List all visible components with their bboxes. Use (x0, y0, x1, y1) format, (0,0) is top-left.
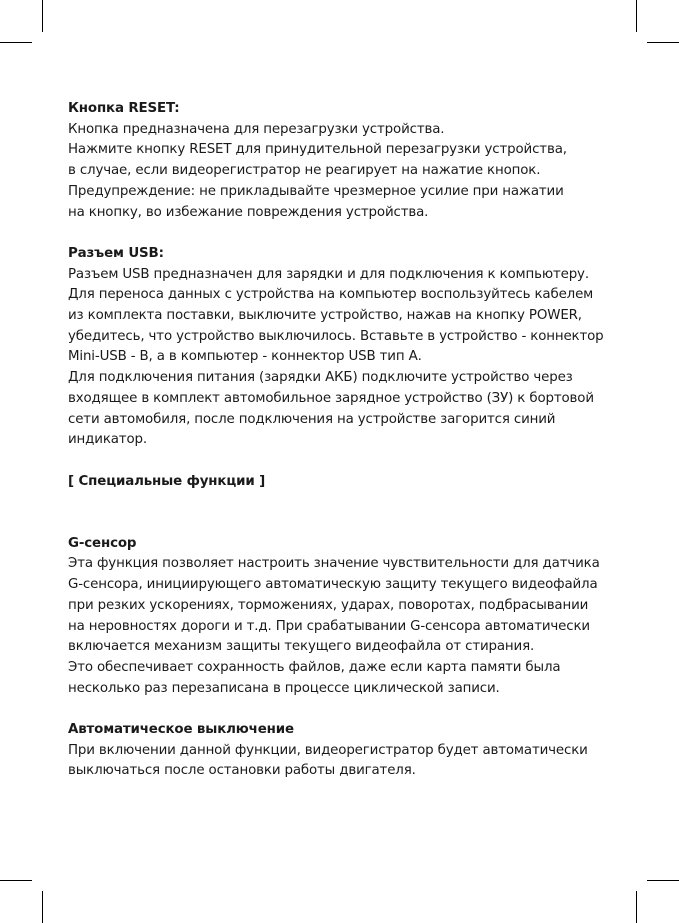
section-heading: G-сенсор (68, 535, 137, 551)
paragraph-line: Разъем USB предназначен для зарядки и для подключения к компьютеру. (68, 266, 589, 282)
section-heading: Разъем USB: (68, 245, 164, 261)
document-body (68, 99, 628, 782)
paragraph-line: Это обеспечивает сохранность файлов, даже если карта памяти была (68, 659, 561, 675)
crop-mark-top-left-horizontal (0, 42, 32, 43)
section-g-sensor (68, 534, 628, 700)
section-heading: [ Специальные функции ] (68, 473, 266, 489)
paragraph-line: Предупреждение: не прикладывайте чрезмерное усилие при нажатии (68, 183, 564, 199)
crop-mark-bottom-right-horizontal (647, 880, 679, 881)
section-usb-port (68, 244, 628, 451)
paragraph-line: Для подключения питания (зарядки АКБ) подключите устройство через (68, 370, 573, 386)
paragraph-line: при резких ускорениях, торможениях, ударах, поворотах, подбрасывании (68, 597, 589, 613)
section-heading: Автоматическое выключение (68, 722, 294, 738)
crop-mark-bottom-right-vertical (636, 891, 637, 923)
paragraph-line: индикатор. (68, 432, 147, 448)
section-special-functions (68, 472, 628, 493)
crop-mark-bottom-left-vertical (42, 891, 43, 923)
paragraph-line: Нажмите кнопку RESET для принудительной перезагрузки устройства, (68, 142, 567, 158)
paragraph-line: входящее в комплект автомобильное зарядное устройство (ЗУ) к бортовой (68, 390, 594, 406)
paragraph-line: Кнопка предназначена для перезагрузки устройства. (68, 121, 445, 137)
crop-mark-top-right-vertical (636, 0, 637, 32)
paragraph-line: на неровностях дороги и т.д. При срабатывании G-сенсора автоматически (68, 618, 590, 634)
section-heading: Кнопка RESET: (68, 101, 180, 116)
paragraph-line: из комплекта поставки, выключите устройство, нажав на кнопку POWER, (68, 308, 582, 324)
section-reset-button (68, 99, 628, 223)
paragraph-line: убедитесь, что устройство выключилось. Вставьте в устройство - коннектор (68, 328, 604, 344)
crop-mark-top-right-horizontal (647, 42, 679, 43)
paragraph-line: несколько раз перезаписана в процессе циклической записи. (68, 680, 500, 696)
paragraph-line: в случае, если видеорегистратор не реагирует на нажатие кнопок. (68, 163, 541, 179)
paragraph-line: При включении данной функции, видеорегистратор будет автоматически (68, 742, 588, 758)
section-auto-shutdown (68, 720, 628, 782)
paragraph-line: включается механизм защиты текущего видеофайла от стирания. (68, 639, 535, 655)
paragraph-line: сети автомобиля, после подключения на устройстве загорится синий (68, 411, 556, 427)
paragraph-line: Для переноса данных с устройства на компьютер воспользуйтесь кабелем (68, 287, 594, 303)
paragraph-line: G-сенсора, инициирующего автоматическую защиту текущего видеофайла (68, 577, 598, 593)
crop-mark-bottom-left-horizontal (0, 880, 32, 881)
paragraph-line: Mini-USB - B, а в компьютер - коннектор USB тип А. (68, 349, 422, 365)
paragraph-line: Эта функция позволяет настроить значение чувствительности для датчика (68, 556, 600, 572)
paragraph-line: на кнопку, во избежание повреждения устройства. (68, 204, 429, 220)
crop-mark-top-left-vertical (42, 0, 43, 32)
paragraph-line: выключаться после остановки работы двигателя. (68, 763, 416, 779)
